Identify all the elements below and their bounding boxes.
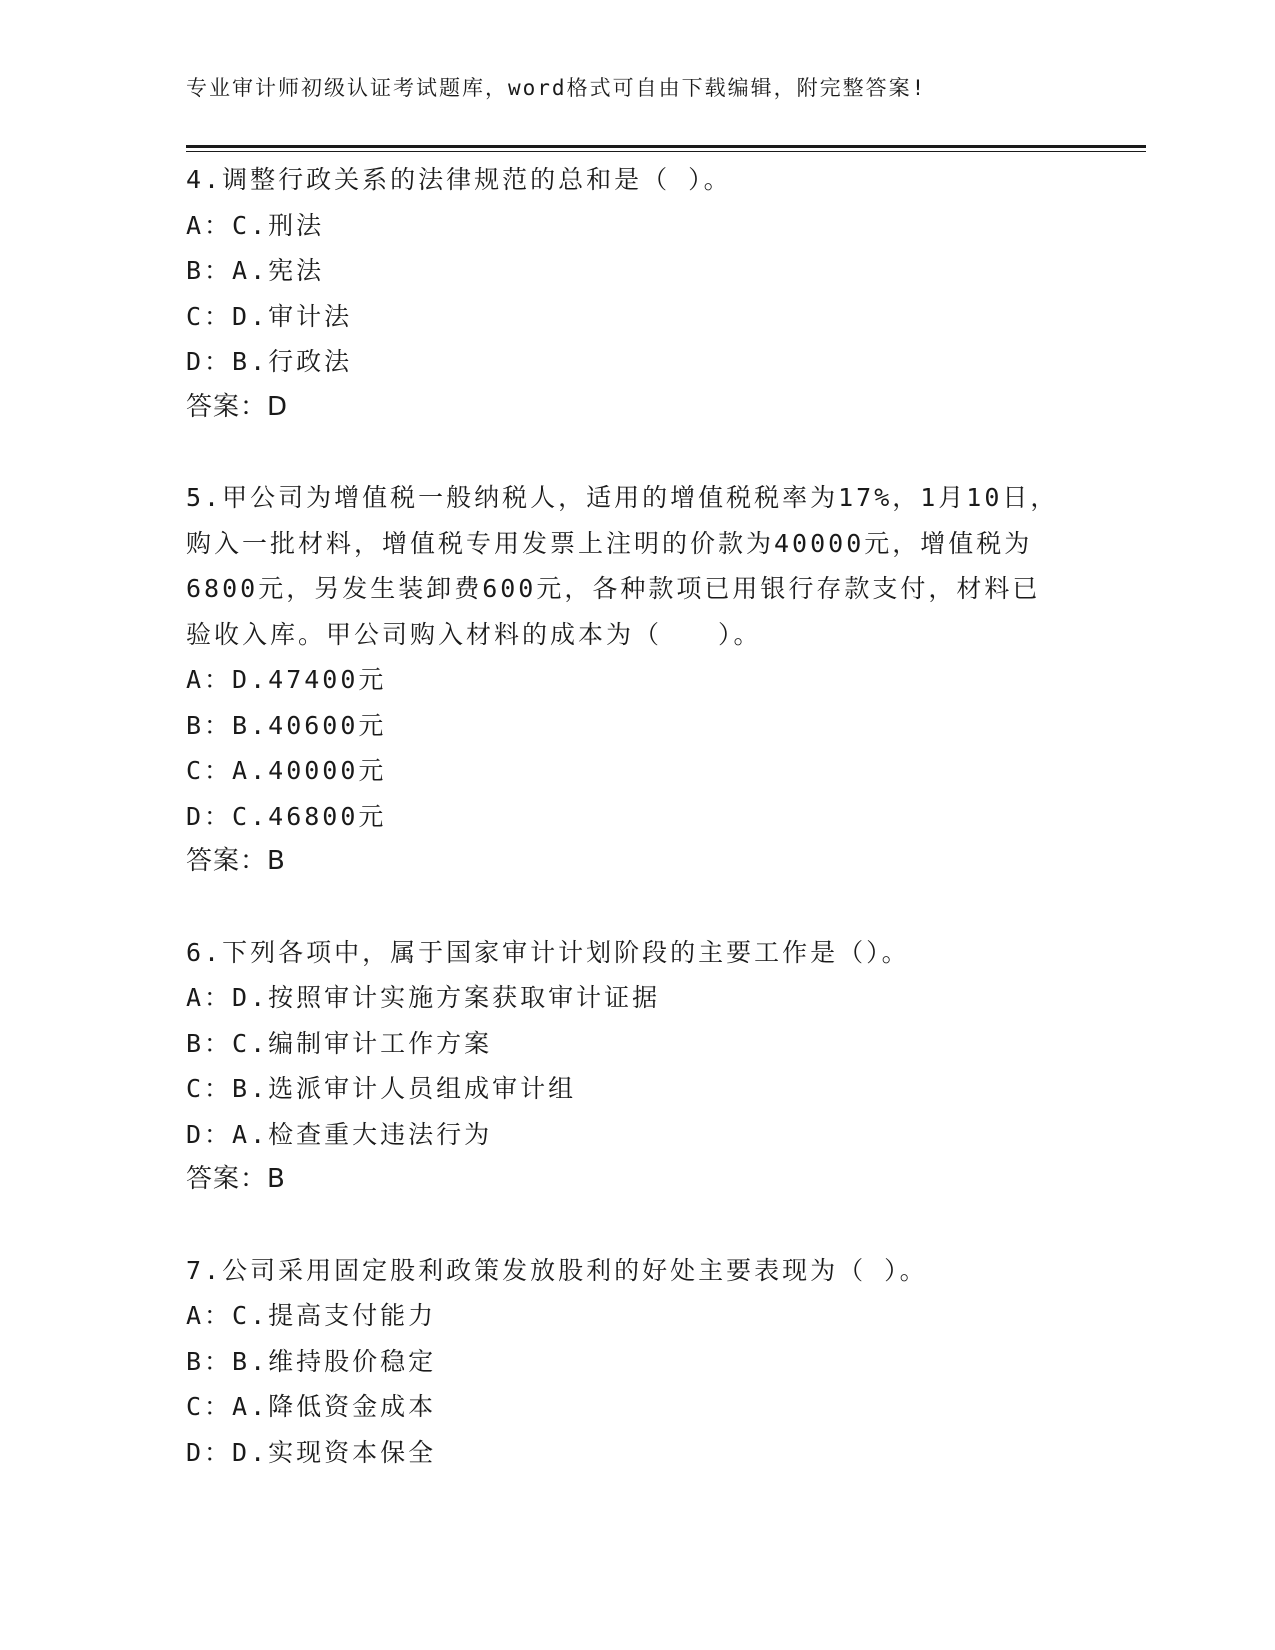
option-d: D：A.检查重大违法行为 — [186, 1119, 493, 1149]
option-a: A：C.刑法 — [186, 210, 325, 240]
page-header: 专业审计师初级认证考试题库，word格式可自由下载编辑，附完整答案! — [186, 76, 927, 100]
option-a: A：D.47400元 — [186, 665, 387, 694]
option-c: C：B.选派审计人员组成审计组 — [186, 1074, 577, 1103]
option-c: C：A.降低资金成本 — [186, 1392, 437, 1421]
question-stem: 5.甲公司为增值税一般纳税人，适用的增值税税率为17%，1月10日，购入一批材料，增值税专用发票上注明的价款为40000元，增值税为6800元，另发生装卸费600元，各种款项已用银行存款支付，材料已验收入库。甲公司购入材料的成本为（ ）。 — [186, 483, 1059, 649]
option-b: B：C.编制审计工作方案 — [186, 1028, 493, 1058]
answer-line: 答案：B — [186, 1164, 286, 1194]
header-divider-thin — [186, 151, 1146, 152]
option-a: A：D.按照审计实施方案获取审计证据 — [186, 983, 661, 1012]
question-item — [186, 930, 1086, 1203]
option-d: D：D.实现资本保全 — [186, 1437, 437, 1467]
option-b: B：B.40600元 — [186, 710, 387, 740]
answer-line: 答案：D — [186, 391, 289, 422]
option-c: C：D.审计法 — [186, 301, 353, 331]
question-stem: 7.公司采用固定股利政策发放股利的好处主要表现为（ ）。 — [186, 1255, 928, 1285]
answer-line: 答案：B — [186, 846, 286, 876]
question-stem: 6.下列各项中，属于国家审计计划阶段的主要工作是（）。 — [186, 937, 910, 967]
option-c: C：A.40000元 — [186, 756, 387, 785]
option-b: B：B.维持股价稳定 — [186, 1346, 437, 1376]
option-b: B：A.宪法 — [186, 256, 325, 285]
header-divider-thick — [186, 145, 1146, 148]
option-d: D：C.46800元 — [186, 801, 387, 831]
question-stem: 4.调整行政关系的法律规范的总和是（ ）。 — [186, 165, 732, 194]
question-item — [186, 475, 1086, 885]
option-a: A：C.提高支付能力 — [186, 1301, 437, 1330]
question-list — [186, 157, 1086, 1475]
question-item — [186, 157, 1086, 430]
question-item — [186, 1248, 1086, 1476]
option-d: D：B.行政法 — [186, 347, 353, 376]
